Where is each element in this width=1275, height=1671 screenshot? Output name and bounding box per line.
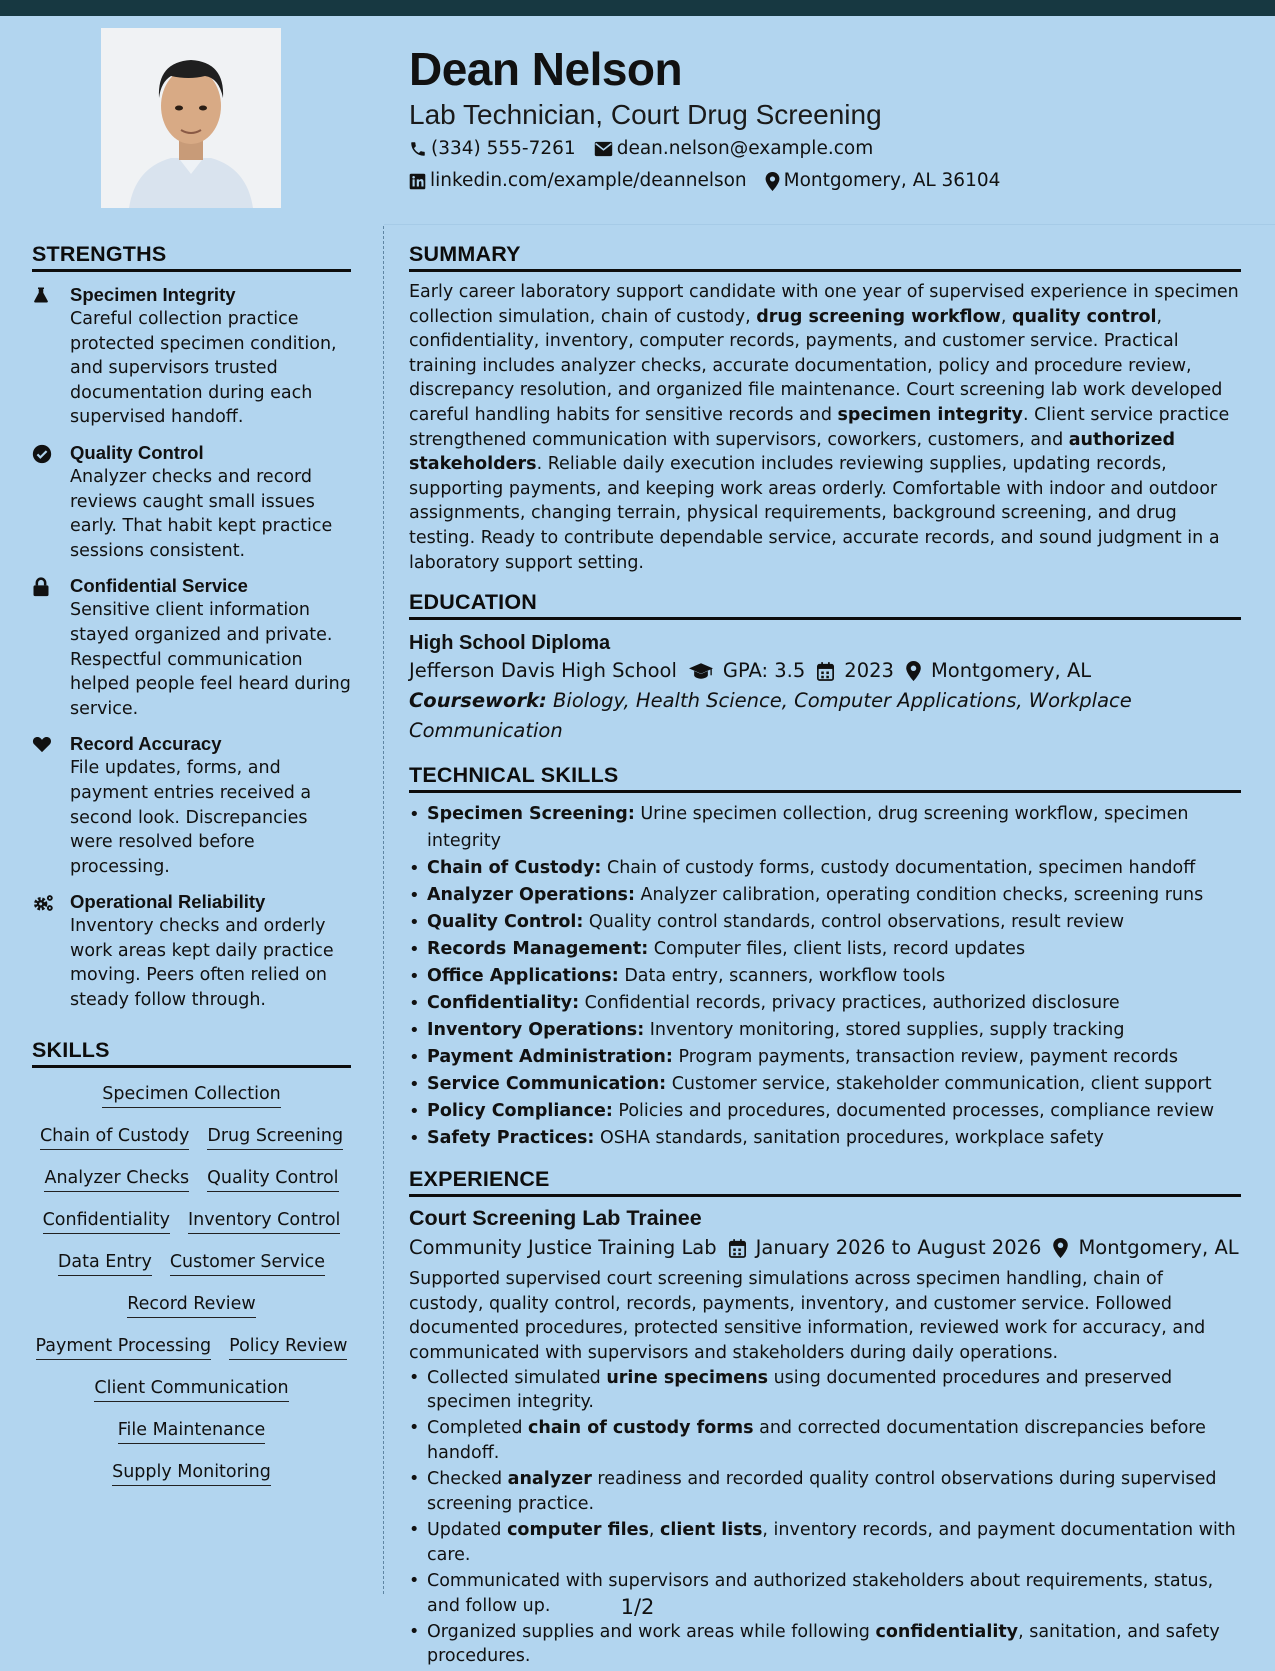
gears-icon	[32, 893, 56, 913]
text-run: , sanitation, and safety procedures.	[427, 1621, 1220, 1667]
job-title: Court Screening Lab Trainee	[409, 1206, 702, 1231]
technical-skill-item	[409, 990, 1241, 1017]
skill-tag: Quality Control	[207, 1166, 338, 1192]
text-run: Early career laboratory support candidate with one year of supervised experience in specimen collection simulation, chain of custody,	[409, 282, 1239, 327]
right-column	[409, 241, 1241, 1671]
job-dates: January 2026 to August 2026	[755, 1236, 1042, 1260]
skill-category: Chain of Custody:	[427, 858, 602, 879]
strength-desc: Analyzer checks and record reviews caught small issues early. That habit kept practice sessions consistent.	[70, 466, 333, 561]
skill-tag: Specimen Collection	[102, 1082, 281, 1108]
header-divider	[384, 224, 1275, 225]
skill-row	[32, 1460, 351, 1486]
skill-details: Urine specimen collection, drug screening workflow, specimen integrity	[427, 804, 1189, 852]
contact-location	[765, 165, 1001, 197]
text-run: Communicated with supervisors and authorized stakeholders about requirements, status, and follow up.	[427, 1571, 1214, 1616]
strength-title: Specimen Integrity	[70, 284, 236, 305]
skill-tag: Chain of Custody	[40, 1124, 189, 1150]
contact-row-primary	[409, 133, 1018, 165]
strength-desc: Inventory checks and orderly work areas kept daily practice moving. Peers often relied on steady follow through.	[70, 916, 334, 1011]
skill-tag: File Maintenance	[118, 1418, 266, 1444]
left-column	[32, 241, 351, 1502]
calendar-icon	[729, 1239, 746, 1258]
technical-skills-list	[409, 801, 1241, 1152]
text-run: readiness and recorded quality control observations during supervised screening practice.	[427, 1469, 1217, 1514]
skill-tag: Analyzer Checks	[44, 1166, 189, 1192]
skill-tag: Confidentiality	[43, 1208, 170, 1234]
achievement-item	[409, 1620, 1241, 1669]
top-accent-bar	[0, 0, 1275, 16]
gpa-text: GPA: 3.5	[722, 659, 806, 683]
skill-details: Quality control standards, control observations, result review	[583, 912, 1125, 933]
text-run: and corrected documentation discrepancies before handoff.	[427, 1418, 1206, 1463]
skill-row	[32, 1208, 351, 1234]
technical-skill-item	[409, 909, 1241, 936]
skill-tag: Inventory Control	[188, 1208, 340, 1234]
skill-details: Computer files, client lists, record updates	[648, 939, 1026, 960]
skill-category: Policy Compliance:	[427, 1101, 613, 1122]
technical-skills-heading: TECHNICAL SKILLS	[409, 762, 1241, 793]
technical-skill-item	[409, 1071, 1241, 1098]
skill-row	[32, 1292, 351, 1318]
strength-desc: File updates, forms, and payment entries received a second look. Discrepancies were resolved before processing.	[70, 758, 312, 877]
linkedin-icon	[409, 173, 426, 190]
skill-tag: Data Entry	[58, 1250, 152, 1276]
skill-row	[32, 1082, 351, 1108]
strength-title: Confidential Service	[70, 575, 248, 597]
text-run: Collected simulated	[427, 1367, 607, 1388]
envelope-icon	[594, 141, 613, 157]
technical-skill-item	[409, 1098, 1241, 1125]
skill-tag: Drug Screening	[207, 1124, 343, 1150]
column-divider	[383, 226, 384, 1594]
text-run: Checked	[427, 1469, 508, 1490]
candidate-headline: Lab Technician, Court Drug Screening	[409, 99, 882, 130]
summary-text	[409, 280, 1241, 575]
candidate-name: Dean Nelson	[409, 43, 683, 95]
profile-photo	[101, 28, 281, 208]
skill-category: Safety Practices:	[427, 1128, 595, 1149]
phone-text: (334) 555-7261	[431, 138, 576, 159]
skills-list	[32, 1082, 351, 1502]
bold-keyword: computer files	[507, 1520, 649, 1541]
strength-item	[32, 441, 351, 563]
bold-keyword: urine specimens	[606, 1367, 769, 1388]
graduation-cap-icon	[689, 662, 713, 680]
strength-item	[32, 283, 351, 430]
technical-skill-item	[409, 882, 1241, 909]
skill-row	[32, 1334, 351, 1360]
map-pin-icon	[1053, 1238, 1068, 1258]
text-run: ,	[1000, 306, 1012, 327]
skill-details: Confidential records, privacy practices, authorized disclosure	[579, 993, 1120, 1014]
contact-phone	[409, 133, 576, 165]
skill-row	[32, 1418, 351, 1444]
calendar-icon	[817, 662, 834, 681]
page-number: 1/2	[620, 1595, 655, 1619]
text-run: . Client service practice strengthened communication with supervisors, coworkers, customers, and	[409, 404, 1230, 450]
technical-skill-item	[409, 801, 1241, 855]
skill-category: Analyzer Operations:	[427, 885, 635, 906]
bold-keyword: drug screening workflow	[756, 306, 1001, 327]
skill-details: Data entry, scanners, workflow tools	[618, 966, 946, 987]
text-run: , inventory records, and payment documentation with care.	[427, 1520, 1236, 1565]
employer-name: Community Justice Training Lab	[409, 1236, 717, 1260]
map-pin-icon	[906, 661, 921, 681]
text-run: ,	[648, 1520, 661, 1541]
technical-skill-item	[409, 936, 1241, 963]
skill-tag: Client Communication	[94, 1376, 288, 1402]
job-location: Montgomery, AL	[1078, 1236, 1239, 1260]
strengths-heading: STRENGTHS	[32, 241, 351, 272]
contact-email[interactable]	[594, 133, 874, 165]
skill-category: Specimen Screening:	[427, 804, 635, 825]
email-text[interactable]: dean.nelson@example.com	[616, 138, 874, 159]
skills-heading: SKILLS	[32, 1037, 351, 1068]
bold-keyword: authorized stakeholders	[409, 429, 1176, 475]
contact-row-secondary	[409, 165, 1018, 197]
job-meta	[409, 1233, 1241, 1263]
check-circle-icon	[32, 444, 52, 464]
skill-details: Customer service, stakeholder communication, client support	[666, 1074, 1212, 1095]
skill-tag: Payment Processing	[36, 1334, 212, 1360]
job-achievements	[409, 1366, 1241, 1670]
school-name: Jefferson Davis High School	[409, 659, 677, 683]
achievement-item	[409, 1467, 1241, 1516]
education-meta	[409, 656, 1241, 686]
resume-header	[409, 40, 1018, 197]
phone-icon	[409, 140, 427, 158]
school-location: Montgomery, AL	[930, 659, 1092, 683]
skill-category: Inventory Operations:	[427, 1020, 645, 1041]
bold-keyword: analyzer	[507, 1469, 592, 1490]
skill-category: Confidentiality:	[427, 993, 580, 1014]
linkedin-text[interactable]: linkedin.com/example/deannelson	[430, 170, 747, 191]
contact-linkedin[interactable]	[409, 165, 747, 197]
strength-title: Quality Control	[70, 441, 204, 463]
technical-skill-item	[409, 1017, 1241, 1044]
skill-details: Analyzer calibration, operating condition checks, screening runs	[634, 885, 1204, 906]
text-run: using documented procedures and preserved specimen integrity.	[427, 1367, 1173, 1413]
skill-tag: Policy Review	[229, 1334, 347, 1360]
skill-details: Chain of custody forms, custody documentation, specimen handoff	[601, 858, 1196, 879]
graduation-year: 2023	[844, 659, 894, 683]
map-pin-icon	[765, 172, 780, 191]
bold-keyword: chain of custody forms	[528, 1418, 754, 1439]
skill-category: Service Communication:	[427, 1074, 667, 1095]
skill-row	[32, 1166, 351, 1192]
summary-heading: SUMMARY	[409, 241, 1241, 272]
skill-tag: Customer Service	[170, 1250, 325, 1276]
strength-desc: Careful collection practice protected specimen condition, and supervisors trusted documentation during each supervised handoff.	[70, 309, 337, 428]
strength-item	[32, 732, 351, 879]
strength-title: Operational Reliability	[70, 891, 266, 913]
skill-details: OSHA standards, sanitation procedures, workplace safety	[594, 1128, 1104, 1149]
skill-details: Policies and procedures, documented processes, compliance review	[612, 1101, 1215, 1122]
education-heading: EDUCATION	[409, 589, 1241, 620]
skill-details: Program payments, transaction review, payment records	[672, 1047, 1179, 1068]
technical-skill-item	[409, 1044, 1241, 1071]
text-run: , confidentiality, inventory, computer records, payments, and customer service. Practical training includes analyzer checks, accurate documentation, policy and procedure review, discrepancy resolution, and organized file maintenance. Court screening lab work developed careful handling habits for sensitive records and	[409, 306, 1223, 425]
bold-keyword: specimen integrity	[837, 404, 1023, 425]
technical-skill-item	[409, 1125, 1241, 1152]
text-run: Updated	[427, 1520, 508, 1541]
skill-tag: Record Review	[127, 1292, 255, 1318]
text-run: Organized supplies and work areas while following	[427, 1621, 876, 1642]
lock-icon	[32, 577, 50, 597]
strength-item	[32, 890, 351, 1012]
bold-keyword: confidentiality	[875, 1621, 1019, 1642]
flask-icon	[32, 286, 50, 304]
bold-keyword: quality control	[1011, 306, 1157, 327]
location-text: Montgomery, AL 36104	[783, 170, 1001, 191]
skill-category: Quality Control:	[427, 912, 584, 933]
strength-desc: Sensitive client information stayed organized and private. Respectful communication helped people feel heard during service.	[70, 600, 351, 719]
achievement-item	[409, 1366, 1241, 1415]
skill-row	[32, 1376, 351, 1402]
coursework-label: Coursework:	[409, 689, 547, 713]
heart-icon	[32, 735, 52, 753]
achievement-item	[409, 1518, 1241, 1567]
job-description: Supported supervised court screening simulations across specimen handling, chain of custody, quality control, records, payments, inventory, and customer service. Followed documented procedures, protected sensitive information, reviewed work for accuracy, and communicated with supervisors and stakeholders during daily operations.	[409, 1269, 1206, 1363]
skill-category: Records Management:	[427, 939, 649, 960]
bold-keyword: client lists	[660, 1520, 763, 1541]
skill-tag: Supply Monitoring	[112, 1460, 271, 1486]
coursework	[409, 686, 1241, 746]
technical-skill-item	[409, 963, 1241, 990]
text-run: . Reliable daily execution includes reviewing supplies, updating records, supporting payments, and keeping work areas orderly. Comfortable with indoor and outdoor assignments, changing terrain, physical requirements, background screening, and drug testing. Ready to contribute dependable service, accurate records, and sound judgment in a laboratory support setting.	[409, 454, 1220, 573]
degree-title: High School Diploma	[409, 632, 611, 655]
achievement-item	[409, 1416, 1241, 1465]
strength-item	[32, 574, 351, 721]
skill-details: Inventory monitoring, stored supplies, supply tracking	[644, 1020, 1125, 1041]
experience-heading: EXPERIENCE	[409, 1166, 1241, 1197]
text-run: Completed	[427, 1418, 529, 1439]
skill-row	[32, 1250, 351, 1276]
technical-skill-item	[409, 855, 1241, 882]
skill-row	[32, 1124, 351, 1150]
coursework-list: Biology, Health Science, Computer Applications, Workplace Communication	[409, 689, 1132, 743]
skill-category: Payment Administration:	[427, 1047, 673, 1068]
skill-category: Office Applications:	[427, 966, 619, 987]
strength-title: Record Accuracy	[70, 733, 222, 755]
